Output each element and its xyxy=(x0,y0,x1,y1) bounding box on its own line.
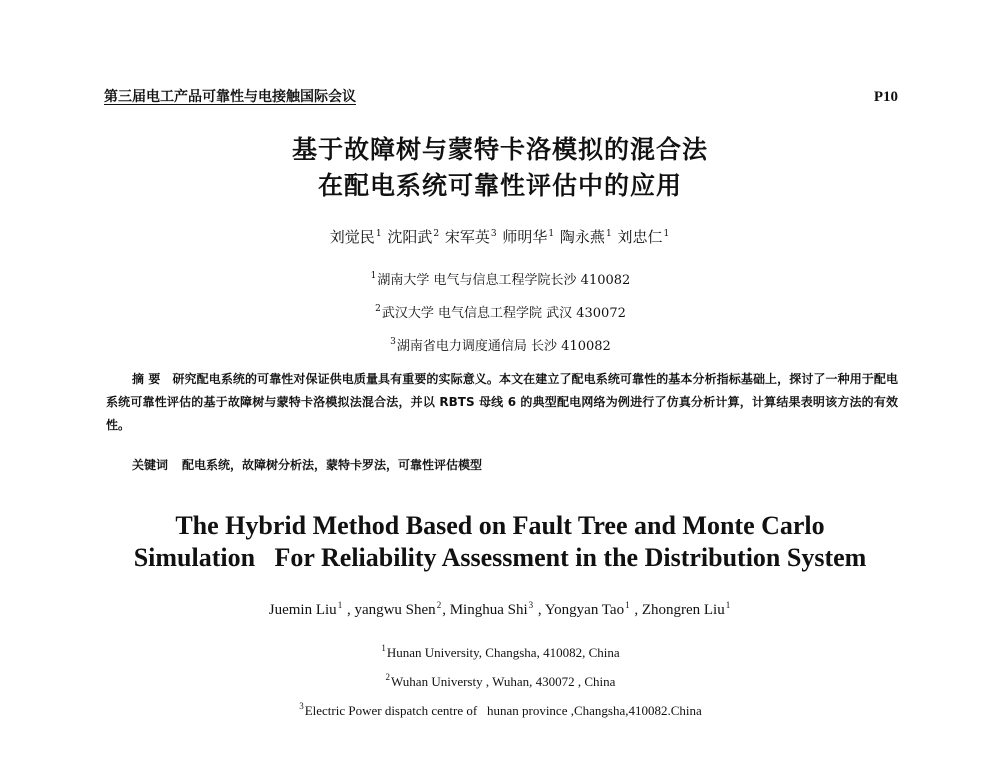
author: Yongyan Tao$^1$ , xyxy=(544,600,642,618)
chinese-authors xyxy=(0,226,1000,247)
author: Juemin Liu$^1$ , xyxy=(268,600,355,618)
running-header xyxy=(104,86,898,106)
author: 宋军英$^3$ xyxy=(444,228,497,246)
chinese-keywords xyxy=(132,456,892,473)
english-affiliations xyxy=(0,636,1000,723)
abstract-text: 研究配电系统的可靠性对保证供电质量具有重要的实际意义。本文在建立了配电系统可靠性的基本分析指标基础上，探讨了一种用于配电系统可靠性评估的基于故障树与蒙特卡洛模拟法混合法，并以 RBTS 母线 6 的典型配电网络为例进行了仿真分析计算，计算结果表明该方法的有效性。 xyxy=(106,372,898,432)
conference-name: 第三届电工产品可靠性与电接触国际会议 xyxy=(104,89,356,105)
author: Minghua Shi$^3$ , xyxy=(449,600,545,618)
author: 沈阳武$^2$ xyxy=(387,228,440,246)
author: yangwu Shen$^2$, xyxy=(354,600,450,618)
chinese-affiliations xyxy=(0,262,1000,361)
affiliation: $^3$湖南省电力调度通信局 长沙 410082 xyxy=(390,337,611,354)
keywords-label: 关键词 xyxy=(132,458,169,472)
author: 师明华$^1$ xyxy=(502,228,555,246)
english-authors xyxy=(0,600,1000,619)
chinese-title-line2: 在配电系统可靠性评估中的应用 xyxy=(317,171,682,200)
keywords-text: 配电系统，故障树分析法，蒙特卡罗法，可靠性评估模型 xyxy=(182,458,483,472)
author: 陶永燕$^1$ xyxy=(559,228,612,246)
affiliation: $^2$武汉大学 电气信息工程学院 武汉 430072 xyxy=(375,304,626,321)
chinese-title-line1: 基于故障树与蒙特卡洛模拟的混合法 xyxy=(291,135,708,164)
affiliation: $^1$Hunan University, Changsha, 410082, China xyxy=(381,643,620,660)
english-title xyxy=(0,510,1000,574)
english-title-line1: The Hybrid Method Based on Fault Tree and Monte Carlo xyxy=(175,511,825,540)
author: 刘觉民$^1$ xyxy=(329,228,382,246)
page-number: P10 xyxy=(873,89,898,105)
affiliation: $^2$Wuhan Universty , Wuhan, 430072 , China xyxy=(385,672,616,689)
author: 刘忠仁$^1$ xyxy=(617,228,670,246)
affiliation: $^3$Electric Power dispatch centre of hunan province ,Changsha,410082.China xyxy=(299,701,702,718)
author: Zhongren Liu$^1$ xyxy=(641,600,731,618)
english-title-line2: Simulation For Reliability Assessment in the Distribution System xyxy=(133,543,867,572)
chinese-abstract xyxy=(106,368,898,437)
affiliation: $^1$湖南大学 电气与信息工程学院长沙 410082 xyxy=(370,271,631,288)
chinese-title xyxy=(0,132,1000,204)
abstract-label: 摘 要 xyxy=(132,372,161,386)
